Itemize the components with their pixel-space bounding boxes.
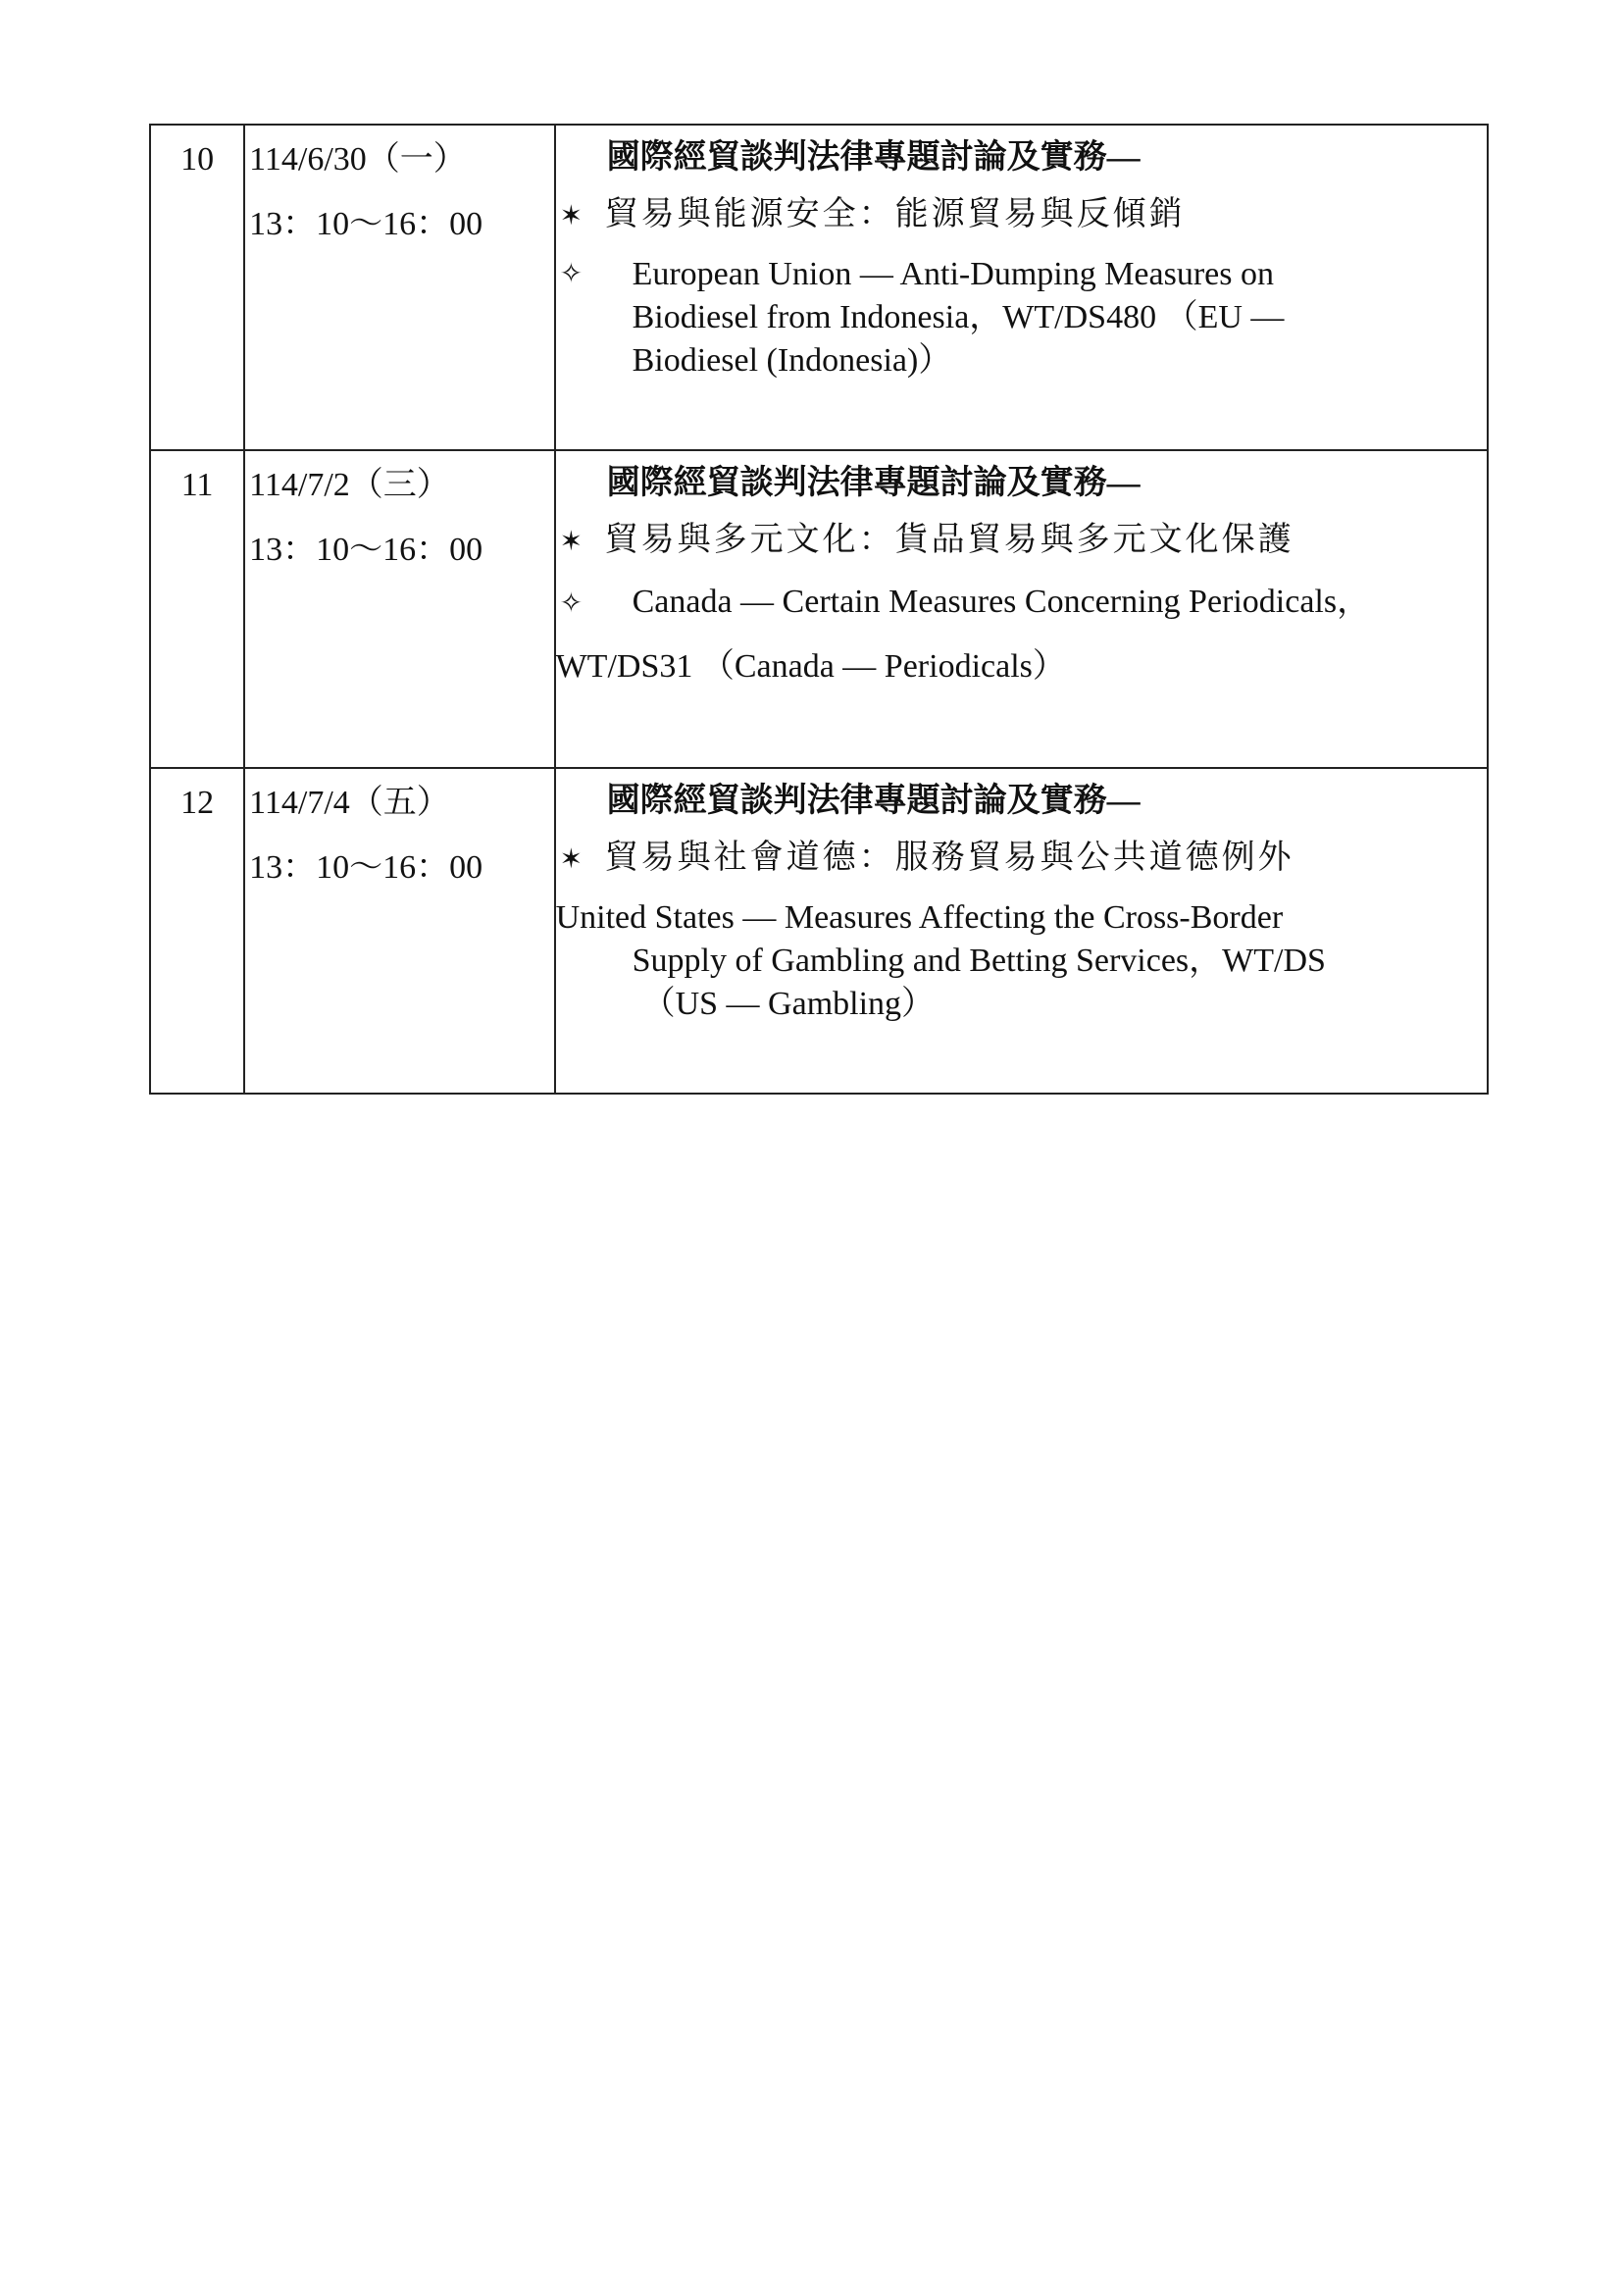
case-citation bbox=[556, 571, 1487, 698]
session-datetime bbox=[244, 125, 554, 450]
subtopic-text: 貿易與能源安全：能源貿易與反傾銷 bbox=[604, 196, 1186, 232]
topic-heading: 國際經貿談判法律專題討論及實務— bbox=[606, 139, 1141, 176]
star-bullet-icon: ✶ bbox=[559, 844, 584, 875]
case-first-line bbox=[556, 571, 1487, 636]
session-topic bbox=[555, 450, 1488, 768]
case-citation bbox=[556, 253, 1487, 383]
star-bullet-icon: ✶ bbox=[559, 201, 584, 231]
case-line: United States — Measures Affecting the Cross-Border bbox=[555, 899, 1284, 936]
session-time: 13：10～16：00 bbox=[249, 532, 483, 568]
topic-heading: 國際經貿談判法律專題討論及實務— bbox=[606, 465, 1141, 501]
session-datetime bbox=[244, 768, 554, 1094]
table-row bbox=[150, 768, 1488, 1094]
session-date: 114/7/2（三） bbox=[249, 467, 450, 503]
session-time: 13：10～16：00 bbox=[249, 206, 483, 242]
diamond-star-bullet-icon: ✧ bbox=[559, 588, 584, 619]
diamond-star-bullet-icon: ✧ bbox=[559, 259, 584, 289]
session-date: 114/6/30（一） bbox=[249, 141, 467, 178]
session-date: 114/7/4（五） bbox=[249, 785, 450, 821]
case-citation bbox=[556, 896, 1487, 1026]
star-bullet-icon: ✶ bbox=[559, 527, 584, 557]
session-number: 12 bbox=[150, 768, 244, 1094]
case-line: European Union — Anti-Dumping Measures on bbox=[632, 256, 1274, 292]
session-number: 10 bbox=[150, 125, 244, 450]
subtopic-line bbox=[556, 186, 1487, 245]
topic-heading: 國際經貿談判法律專題討論及實務— bbox=[606, 783, 1141, 819]
case-line: Biodiesel (Indonesia)） bbox=[632, 342, 952, 379]
session-datetime bbox=[244, 450, 554, 768]
subtopic-text: 貿易與社會道德：服務貿易與公共道德例外 bbox=[604, 840, 1294, 876]
course-schedule-table bbox=[149, 124, 1489, 1095]
subtopic-text: 貿易與多元文化：貨品貿易與多元文化保護 bbox=[604, 522, 1294, 558]
session-time: 13：10～16：00 bbox=[249, 849, 483, 886]
table-row bbox=[150, 125, 1488, 450]
case-line: Supply of Gambling and Betting Services，WT/DS bbox=[632, 943, 1326, 979]
case-line: Biodiesel from Indonesia，WT/DS480 （EU — bbox=[632, 299, 1285, 335]
case-line: （US — Gambling） bbox=[641, 986, 936, 1022]
subtopic-line bbox=[556, 512, 1487, 571]
case-line: Canada — Certain Measures Concerning Periodicals， bbox=[632, 584, 1371, 620]
session-number: 11 bbox=[150, 450, 244, 768]
session-topic bbox=[555, 768, 1488, 1094]
session-topic bbox=[555, 125, 1488, 450]
subtopic-line bbox=[556, 830, 1487, 889]
table-row bbox=[150, 450, 1488, 768]
case-line: WT/DS31 （Canada — Periodicals） bbox=[555, 648, 1066, 685]
